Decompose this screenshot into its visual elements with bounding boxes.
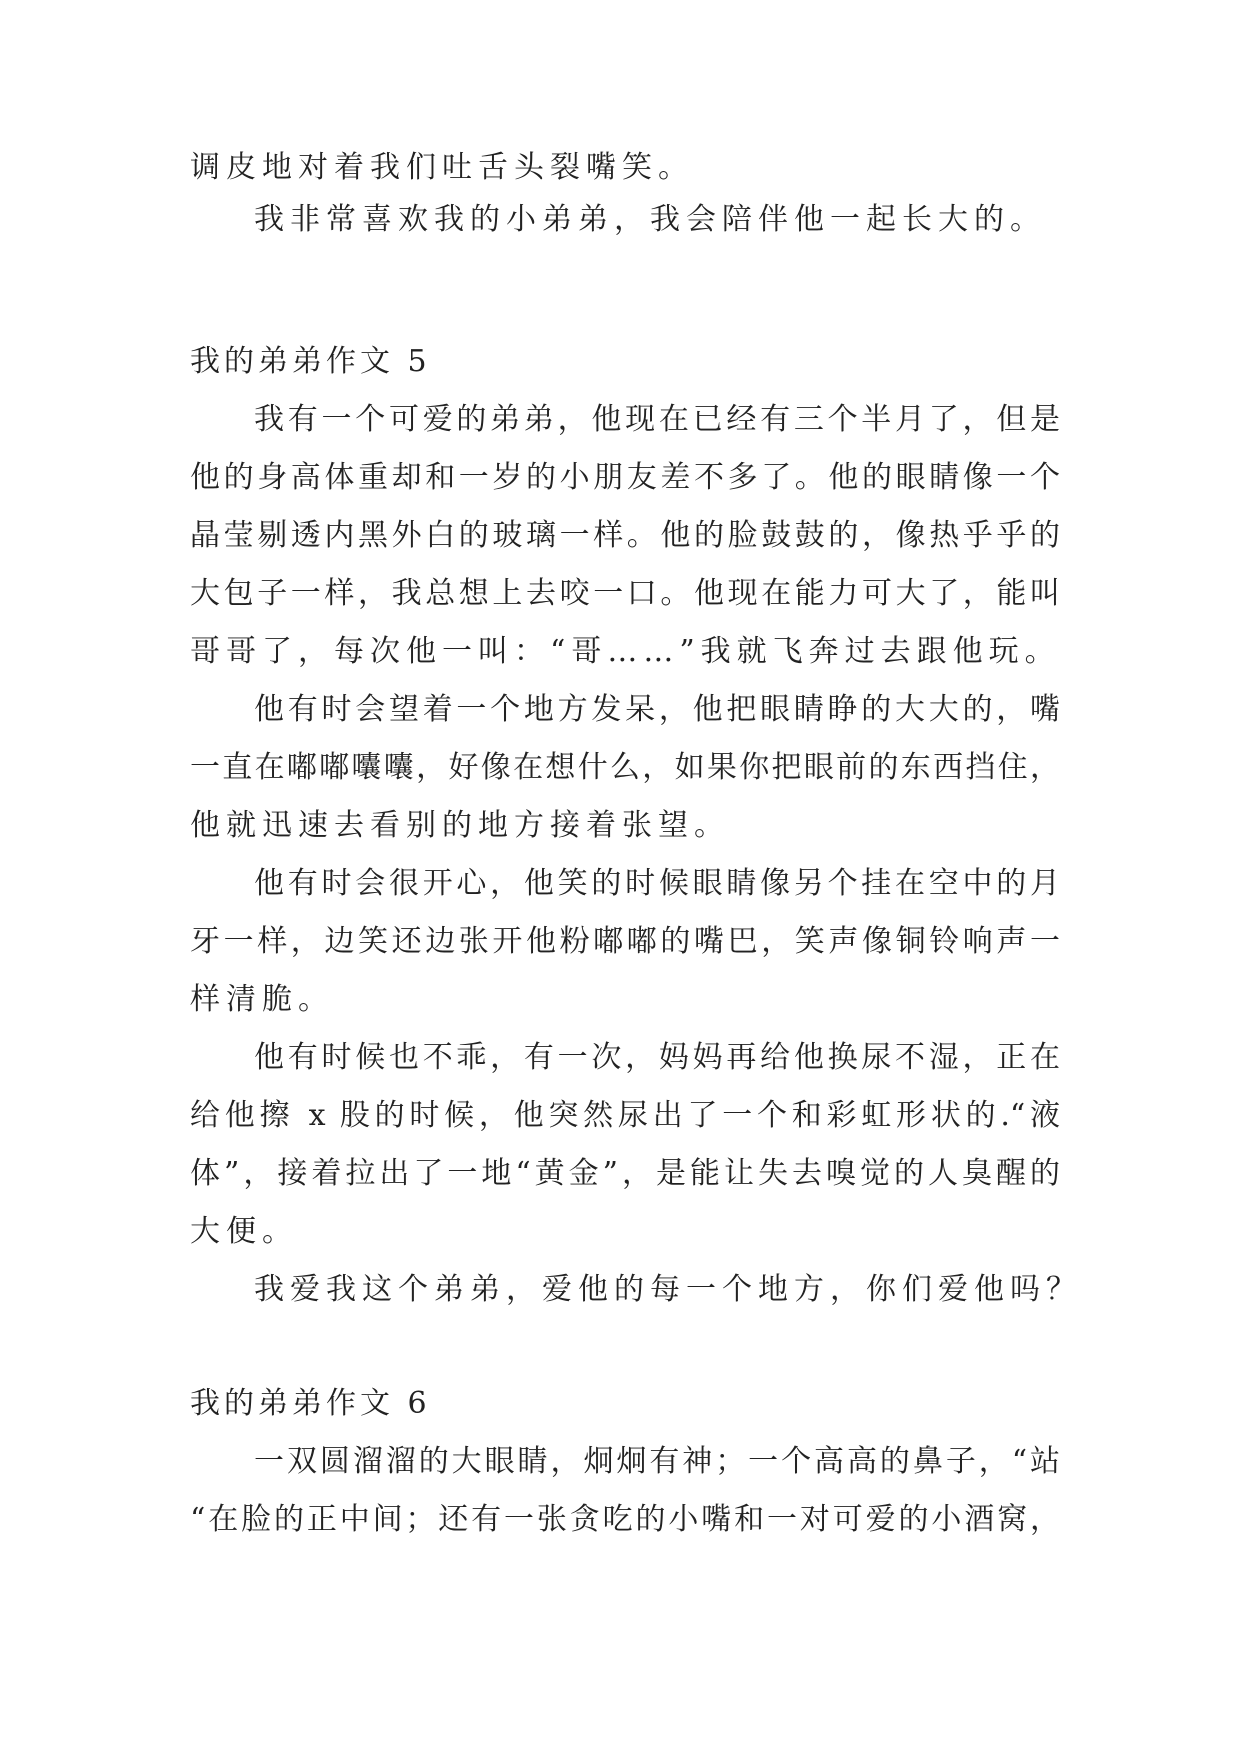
text-line: 我爱我这个弟弟，爱他的每一个地方，你们爱他吗？ [254, 1272, 1082, 1307]
text-line: 大便。 [190, 1214, 298, 1249]
section-heading: 我的弟弟作文 6 [190, 1386, 431, 1421]
text-line: 他就迅速去看别的地方接着张望。 [190, 808, 730, 843]
text-line: “在脸的正中间；还有一张贪吃的小嘴和一对可爱的小酒窝， [190, 1502, 1060, 1537]
text-line: 晶莹剔透内黑外白的玻璃一样。他的脸鼓鼓的，像热乎乎的 [190, 518, 1060, 553]
text-line: 样清脆。 [190, 982, 334, 1017]
text-line: 牙一样，边笑还边张开他粉嘟嘟的嘴巴，笑声像铜铃响声一 [190, 924, 1060, 959]
text-line: 调皮地对着我们吐舌头裂嘴笑。 [190, 150, 694, 185]
text-line: 大包子一样，我总想上去咬一口。他现在能力可大了，能叫 [190, 576, 1060, 611]
text-line: 一双圆溜溜的大眼睛，炯炯有神；一个高高的鼻子，“站 [254, 1444, 1060, 1479]
text-line: 他有时候也不乖，有一次，妈妈再给他换尿不湿，正在 [254, 1040, 1060, 1075]
text-line: 我非常喜欢我的小弟弟，我会陪伴他一起长大的。 [254, 202, 1046, 237]
text-line: 他有时会很开心，他笑的时候眼睛像另个挂在空中的月 [254, 866, 1060, 901]
text-line: 他有时会望着一个地方发呆，他把眼睛睁的大大的，嘴 [254, 692, 1060, 727]
text-line: 一直在嘟嘟囔囔，好像在想什么，如果你把眼前的东西挡住， [190, 750, 1060, 785]
text-line: 体”，接着拉出了一地“黄金”，是能让失去嗅觉的人臭醒的 [190, 1156, 1060, 1191]
text-line: 我有一个可爱的弟弟，他现在已经有三个半月了，但是 [254, 402, 1060, 437]
section-heading: 我的弟弟作文 5 [190, 344, 431, 379]
text-line: 给他擦 x 股的时候，他突然尿出了一个和彩虹形状的.“液 [190, 1098, 1060, 1133]
text-line: 哥哥了，每次他一叫：“哥……”我就飞奔过去跟他玩。 [190, 634, 1061, 669]
text-line: 他的身高体重却和一岁的小朋友差不多了。他的眼睛像一个 [190, 460, 1060, 495]
